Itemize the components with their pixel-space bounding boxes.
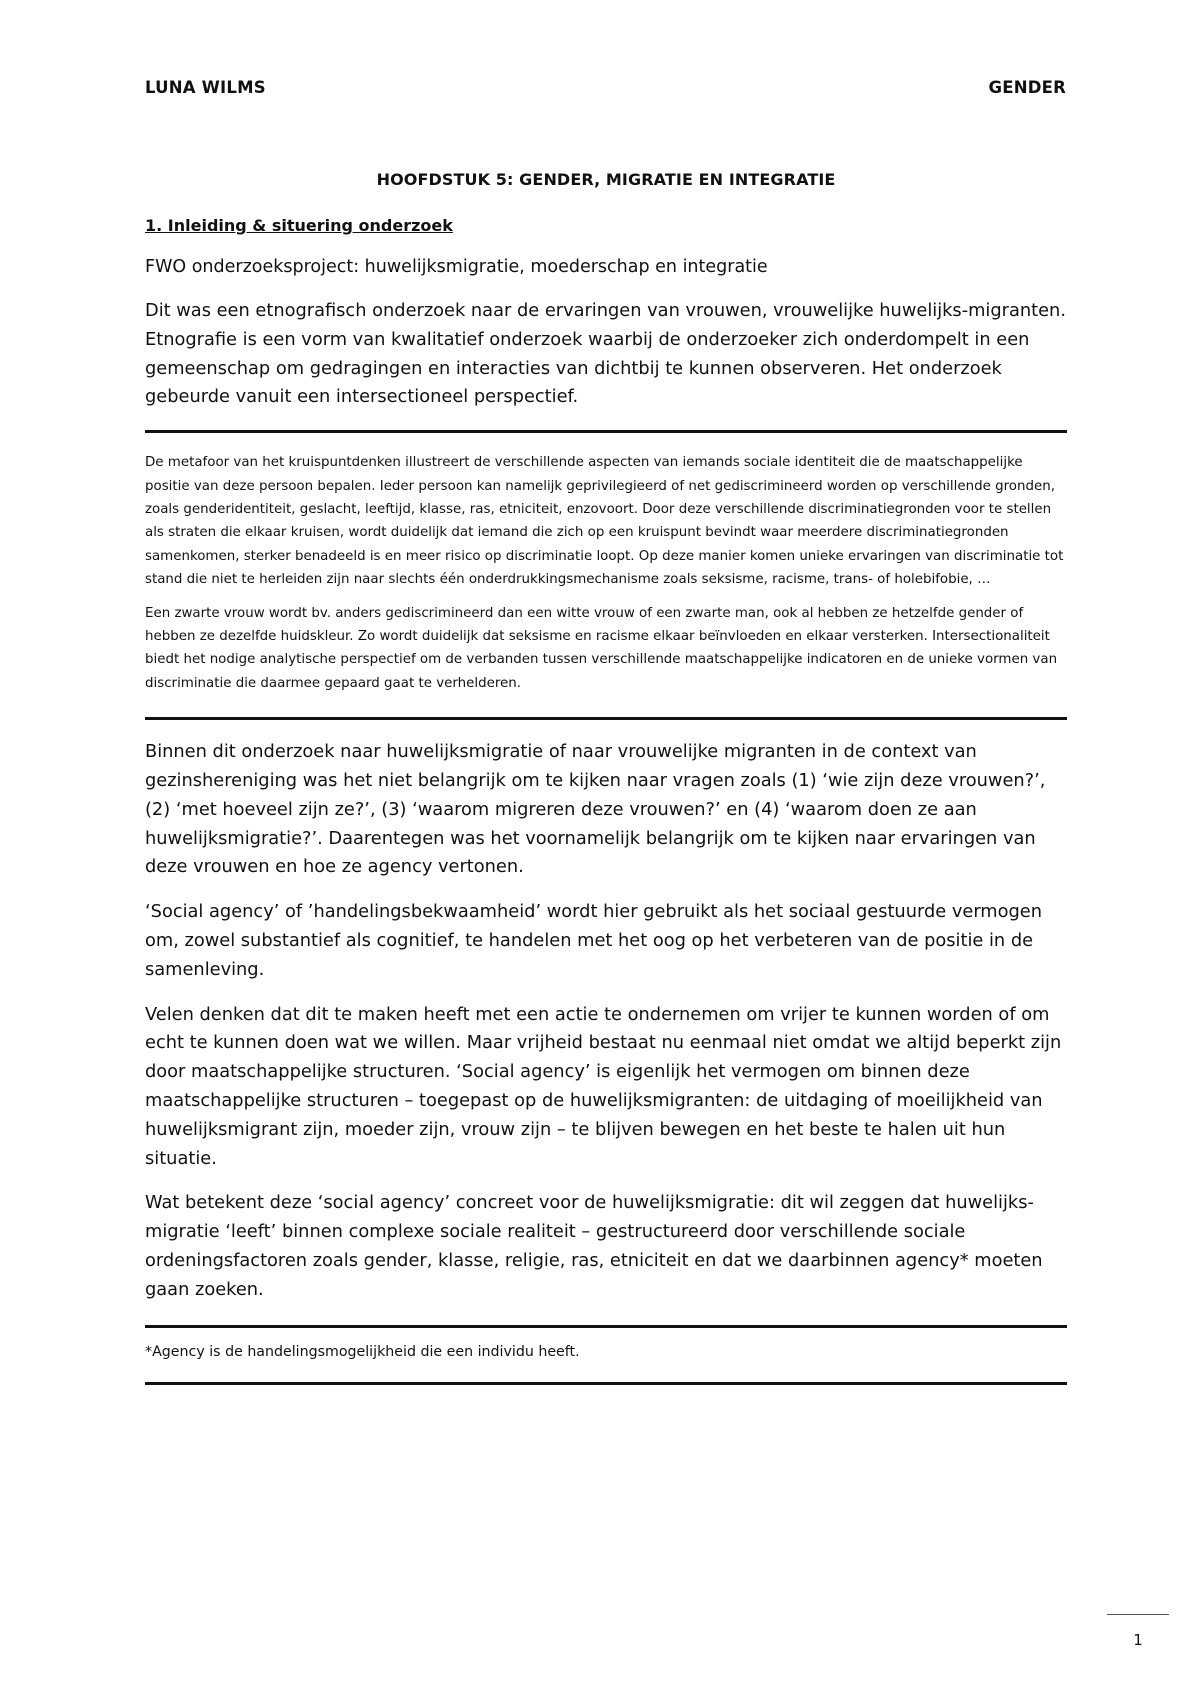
spacer xyxy=(145,720,1067,738)
footnote-box xyxy=(145,1328,1067,1382)
header-author: LUNA WILMS xyxy=(145,78,266,97)
body-paragraph: Binnen dit onderzoek naar huwelijksmigratie of naar vrouwelijke migranten in de context van gezinshereniging was het niet belangrijk om te kijken naar vragen zoals (1) ‘wie zijn deze vrouwen?’, (2) ‘met hoeveel zijn ze?’, (3) ‘waarom migreren deze vrouwen?’ en (4) ‘waarom doen ze aan huwelijksmigratie?’. Daarentegen was het voornamelijk belangrijk om te kijken naar ervaringen van deze vrouwen en hoe ze agency vertonen. xyxy=(145,741,1046,878)
header-course: GENDER xyxy=(988,78,1066,97)
body-paragraph: Wat betekent deze ‘social agency’ concreet voor de huwelijksmigratie: dit wil zeggen dat huwelijks-migratie ‘leeft’ binnen complexe sociale realiteit – gestructureerd door verschillende sociale ordeningsfactoren zoals gender, klasse, religie, ras, etniciteit en dat we daarbinnen agency* moeten gaan zoeken. xyxy=(145,1192,1043,1300)
page-content xyxy=(145,170,1067,1385)
intersectionality-box xyxy=(145,433,1067,717)
spacer xyxy=(145,412,1067,430)
footnote-bottom-rule xyxy=(145,1382,1067,1385)
box-paragraph: Een zwarte vrouw wordt bv. anders gediscrimineerd dan een witte vrouw of een zwarte man, ook al hebben ze hetzelfde gender of hebben ze dezelfde huidskleur. Zo wordt duidelijk dat seksisme en racisme elkaar beïnvloeden en elkaar versterken. Intersectionaliteit biedt het nodige analytische perspectief om de verbanden tussen verschillende maatschappelijke indicatoren en de unieke vormen van discriminatie die daarmee gepaard gaat te verhelderen. xyxy=(145,605,1058,691)
body-paragraph: Velen denken dat dit te maken heeft met een actie te ondernemen om vrijer te kunnen worden of om echt te kunnen doen wat we willen. Maar vrijheid bestaat nu eenmaal niet omdat we altijd beperkt zijn door maatschappelijke structuren. ‘Social agency’ is eigenlijk het vermogen om binnen deze maatschappelijke structuren – toegepast op de huwelijksmigranten: de uitdaging of moeilijkheid van huwelijksmigrant zijn, moeder zijn, vrouw zijn – te blijven bewegen en het beste te halen uit hun situatie. xyxy=(145,1003,1062,1169)
section-heading: 1. Inleiding & situering onderzoek xyxy=(145,216,453,235)
body-paragraph: ‘Social agency’ of ’handelingsbekwaamheid’ wordt hier gebruikt als het sociaal gestuurde vermogen om, zowel substantief als cognitief, te handelen met het oog op het verbeteren van de positie in de samenleving. xyxy=(145,901,1043,980)
footnote: *Agency is de handelingsmogelijkheid die een individu heeft. xyxy=(145,1343,580,1360)
subheading: FWO onderzoeksproject: huwelijksmigratie, moederschap en integratie xyxy=(145,257,768,277)
page-number: 1 xyxy=(1133,1631,1143,1649)
intro-paragraph: Dit was een etnografisch onderzoek naar de ervaringen van vrouwen, vrouwelijke huwelijks-migranten. Etnografie is een vorm van kwalitatief onderzoek waarbij de onderzoeker zich onderdompelt in een gemeenschap om gedragingen en interacties van dichtbij te kunnen observeren. Het onderzoek gebeurde vanuit een intersectioneel perspectief. xyxy=(145,300,1066,408)
page-number-rule xyxy=(1107,1614,1169,1615)
spacer xyxy=(145,1305,1067,1325)
chapter-title: HOOFDSTUK 5: GENDER, MIGRATIE EN INTEGRATIE xyxy=(376,170,836,189)
box-paragraph: De metafoor van het kruispuntdenken illustreert de verschillende aspecten van iemands sociale identiteit die de maatschappelijke positie van deze persoon bepalen. Ieder persoon kan namelijk geprivilegieerd of net gediscrimineerd worden op verschillende gronden, zoals genderidentiteit, geslacht, leeftijd, klasse, ras, etniciteit, enzovoort. Door deze verschillende discriminatiegronden voor te stellen als straten die elkaar kruisen, wordt duidelijk dat iemand die zich op een kruispunt bevindt waar meerdere discriminatiegronden samenkomen, sterker benadeeld is en meer risico op discriminatie loopt. Op deze manier komen unieke ervaringen van discriminatie tot stand die niet te herleiden zijn naar slechts één onderdrukkingsmechanisme zoals seksisme, racisme, trans- of holebifobie, … xyxy=(145,455,1064,588)
